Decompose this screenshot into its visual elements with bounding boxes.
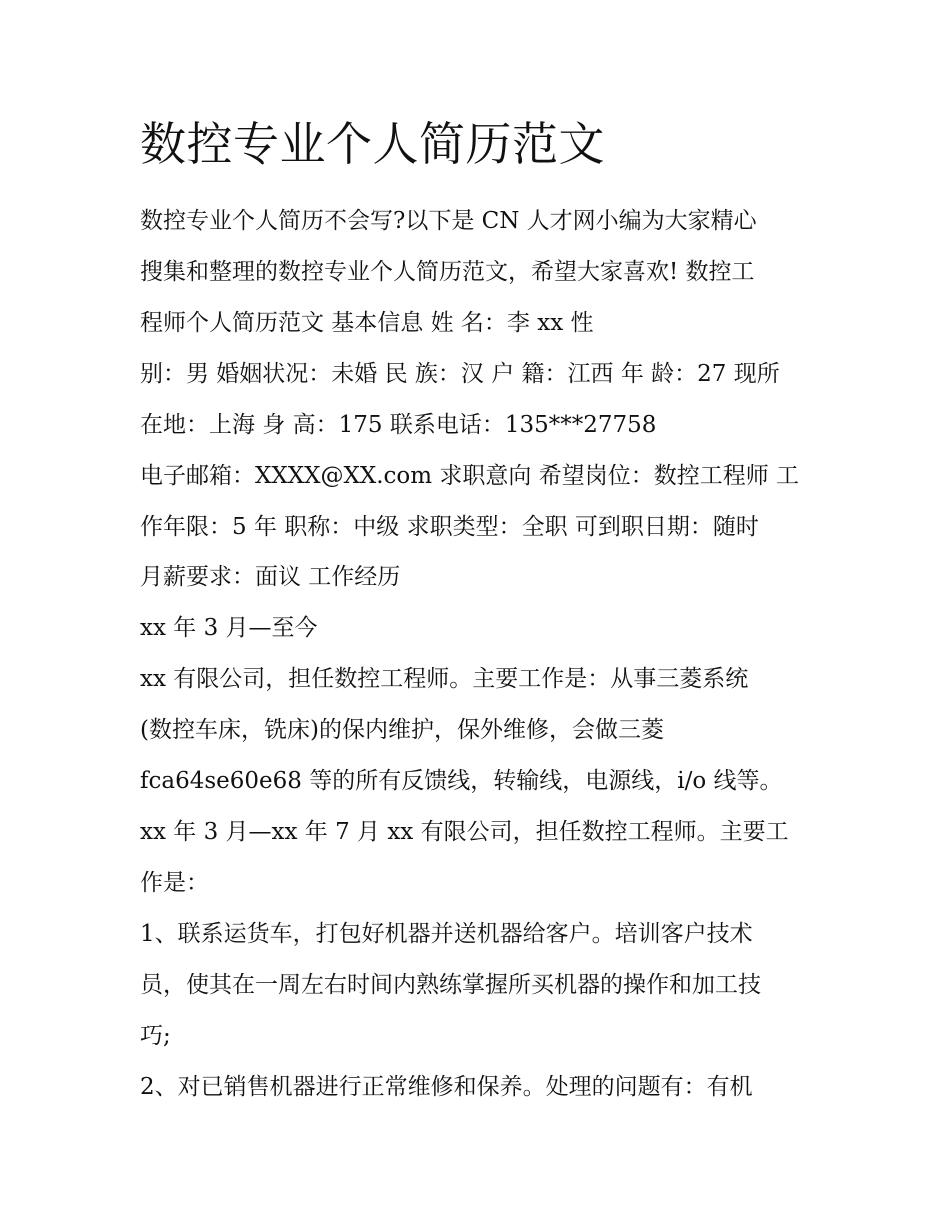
body-line-9: xx 年 3 月—至今 xyxy=(140,615,318,641)
body-line-6: 电子邮箱：XXXX@XX.com 求职意向 希望岗位：数控工程师 工 xyxy=(140,463,800,489)
body-line-17: 巧; xyxy=(140,1023,171,1049)
body-line-5: 在地：上海 身 高：175 联系电话：135***27758 xyxy=(140,412,657,438)
body-line-2: 搜集和整理的数控专业个人简历范文，希望大家喜欢! 数控工 xyxy=(140,259,755,285)
body-line-12: fca64se60e68 等的所有反馈线，转输线，电源线，i/o 线等。 xyxy=(140,768,783,794)
body-line-13: xx 年 3 月—xx 年 7 月 xx 有限公司，担任数控工程师。主要工 xyxy=(140,819,789,845)
body-line-15: 1、联系运货车，打包好机器并送机器给客户。培训客户技术 xyxy=(140,921,753,947)
body-line-4: 别：男 婚姻状况：未婚 民 族：汉 户 籍：江西 年 龄：27 现所 xyxy=(140,361,780,387)
body-line-3: 程师个人简历范文 基本信息 姓 名：李 xx 性 xyxy=(140,310,594,336)
document-title: 数控专业个人简历范文 xyxy=(140,117,605,171)
body-line-11: (数控车床，铣床)的保内维护，保外维修，会做三菱 xyxy=(140,717,664,743)
body-line-8: 月薪要求：面议 工作经历 xyxy=(140,564,401,590)
body-line-18: 2、对已销售机器进行正常维修和保养。处理的问题有：有机 xyxy=(140,1074,753,1100)
body-line-1: 数控专业个人简历不会写?以下是 CN 人才网小编为大家精心 xyxy=(140,208,757,234)
body-line-7: 作年限：5 年 职称：中级 求职类型：全职 可到职日期：随时 xyxy=(140,514,759,540)
body-line-14: 作是： xyxy=(140,870,209,896)
body-line-16: 员，使其在一周左右时间内熟练掌握所买机器的操作和加工技 xyxy=(140,972,761,998)
body-line-10: xx 有限公司，担任数控工程师。主要工作是：从事三菱系统 xyxy=(140,666,749,692)
